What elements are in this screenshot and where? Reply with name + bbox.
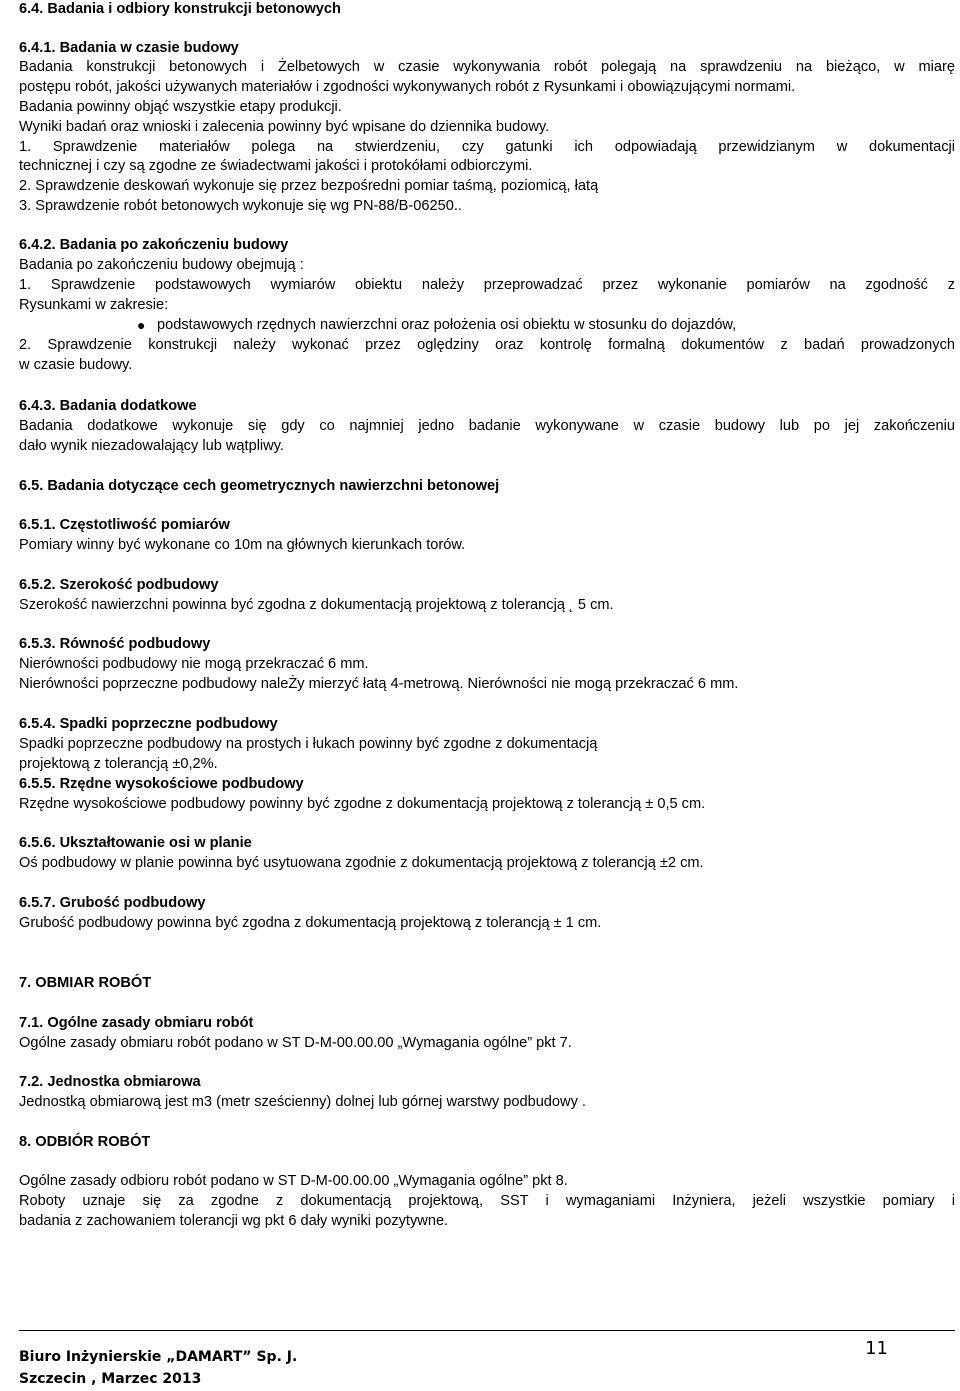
section-heading: 6.4.2. Badania po zakończeniu budowy: [19, 237, 289, 253]
paragraph-line: Rzędne wysokościowe podbudowy powinny być zgodne z dokumentacją projektową z tolerancją ± 0,5 cm.: [19, 796, 706, 812]
section-heading: 6.5. Badania dotyczące cech geometrycznych nawierzchni betonowej: [19, 478, 500, 494]
footer-place-date: Szczecin , Marzec 2013: [19, 1371, 202, 1387]
paragraph-line: Ogólne zasady obmiaru robót podano w ST D-M-00.00.00 „Wymagania ogólne” pkt 7.: [19, 1035, 572, 1051]
paragraph-line: dało wynik niezadowalający lub wątpliwy.: [19, 438, 284, 454]
paragraph-line: Nierówności poprzeczne podbudowy naleŻy mierzyć łatą 4-metrową. Nierówności nie mogą przekraczać 6 mm.: [19, 676, 739, 692]
paragraph-line: Szerokość nawierzchni powinna być zgodna z dokumentacją projektową z tolerancją ˛ 5 cm.: [19, 597, 614, 613]
chapter-heading: 8. ODBIÓR ROBÓT: [19, 1134, 151, 1150]
section-heading: 6.5.7. Grubość podbudowy: [19, 895, 206, 911]
paragraph-line: 1. Sprawdzenie materiałów polega na stwierdzeniu, czy gatunki ich odpowiadają przewidzianym w dokumentacji: [19, 139, 955, 155]
bullet-item: podstawowych rzędnych nawierzchni oraz położenia osi obiektu w stosunku do dojazdów,: [157, 317, 737, 333]
paragraph-line: postępu robót, jakości używanych materiałów i zgodności wykonywanych robót z Rysunkami i obowiązującymi normami.: [19, 79, 796, 95]
paragraph-line: Nierówności podbudowy nie mogą przekraczać 6 mm.: [19, 656, 369, 672]
section-heading: 6.5.2. Szerokość podbudowy: [19, 577, 219, 593]
paragraph-line: Wyniki badań oraz wnioski i zalecenia powinny być wpisane do dziennika budowy.: [19, 119, 550, 135]
paragraph-line: Jednostką obmiarową jest m3 (metr sześcienny) dolnej lub górnej warstwy podbudowy .: [19, 1094, 586, 1110]
paragraph-line: w czasie budowy.: [19, 357, 133, 373]
section-heading: 7.2. Jednostka obmiarowa: [19, 1074, 201, 1090]
paragraph-line: Pomiary winny być wykonane co 10m na głównych kierunkach torów.: [19, 537, 466, 553]
paragraph-line: Badania konstrukcji betonowych i Żelbetowych w czasie wykonywania robót polegają na sprawdzeniu na bieżąco, w miarę: [19, 59, 955, 75]
page-number: 11: [865, 1338, 888, 1359]
section-heading: 6.5.5. Rzędne wysokościowe podbudowy: [19, 776, 304, 792]
section-heading: 7.1. Ogólne zasady obmiaru robót: [19, 1015, 254, 1031]
paragraph-line: Rysunkami w zakresie:: [19, 297, 169, 313]
section-heading: 6.5.3. Równość podbudowy: [19, 636, 211, 652]
paragraph-line: Oś podbudowy w planie powinna być usytuowana zgodnie z dokumentacją projektową z tolerancją ±2 cm.: [19, 855, 704, 871]
footer-divider: [19, 1330, 955, 1331]
paragraph-line: technicznej i czy są zgodne ze świadectwami jakości i protokółami odbiorczymi.: [19, 158, 533, 174]
paragraph-line: 2. Sprawdzenie deskowań wykonuje się przez bezpośredni pomiar taśmą, poziomicą, łatą: [19, 178, 599, 194]
paragraph-line: badania z zachowaniem tolerancji wg pkt 6 dały wyniki pozytywne.: [19, 1213, 449, 1229]
paragraph-line: 1. Sprawdzenie podstawowych wymiarów obiektu należy przeprowadzać przez wykonanie pomiarów na zgodność z: [19, 277, 955, 293]
paragraph-line: 2. Sprawdzenie konstrukcji należy wykonać przez oględziny oraz kontrolę formalną dokumentów z badań prowadzonych: [19, 337, 955, 353]
footer-company: Biuro Inżynierskie „DAMART” Sp. J.: [19, 1349, 298, 1365]
paragraph-line: Spadki poprzeczne podbudowy na prostych i łukach powinny być zgodne z dokumentacją: [19, 736, 598, 752]
paragraph-line: Roboty uznaje się za zgodne z dokumentacją projektową, SST i wymaganiami Inżyniera, jeżeli wszystkie pomiary i: [19, 1193, 955, 1209]
bullet-icon: ●: [137, 317, 146, 333]
section-heading: 6.5.6. Ukształtowanie osi w planie: [19, 835, 252, 851]
paragraph-line: Badania po zakończeniu budowy obejmują :: [19, 257, 304, 273]
paragraph-line: Ogólne zasady odbioru robót podano w ST D-M-00.00.00 „Wymagania ogólne” pkt 8.: [19, 1173, 568, 1189]
section-heading: 6.5.4. Spadki poprzeczne podbudowy: [19, 716, 278, 732]
section-heading: 6.4.3. Badania dodatkowe: [19, 398, 197, 414]
paragraph-line: Badania dodatkowe wykonuje się gdy co najmniej jedno badanie wykonywane w czasie budowy lub po jej zakończeniu: [19, 418, 955, 434]
chapter-heading: 7. OBMIAR ROBÓT: [19, 975, 152, 991]
paragraph-line: 3. Sprawdzenie robót betonowych wykonuje się wg PN-88/B-06250..: [19, 198, 462, 214]
paragraph-line: Grubość podbudowy powinna być zgodna z dokumentacją projektową z tolerancją ± 1 cm.: [19, 915, 602, 931]
paragraph-line: Badania powinny objąć wszystkie etapy produkcji.: [19, 99, 342, 115]
section-heading: 6.5.1. Częstotliwość pomiarów: [19, 517, 230, 533]
section-heading: 6.4.1. Badania w czasie budowy: [19, 40, 239, 56]
section-heading: 6.4. Badania i odbiory konstrukcji betonowych: [19, 1, 341, 17]
paragraph-line: projektową z tolerancją ±0,2%.: [19, 756, 218, 772]
